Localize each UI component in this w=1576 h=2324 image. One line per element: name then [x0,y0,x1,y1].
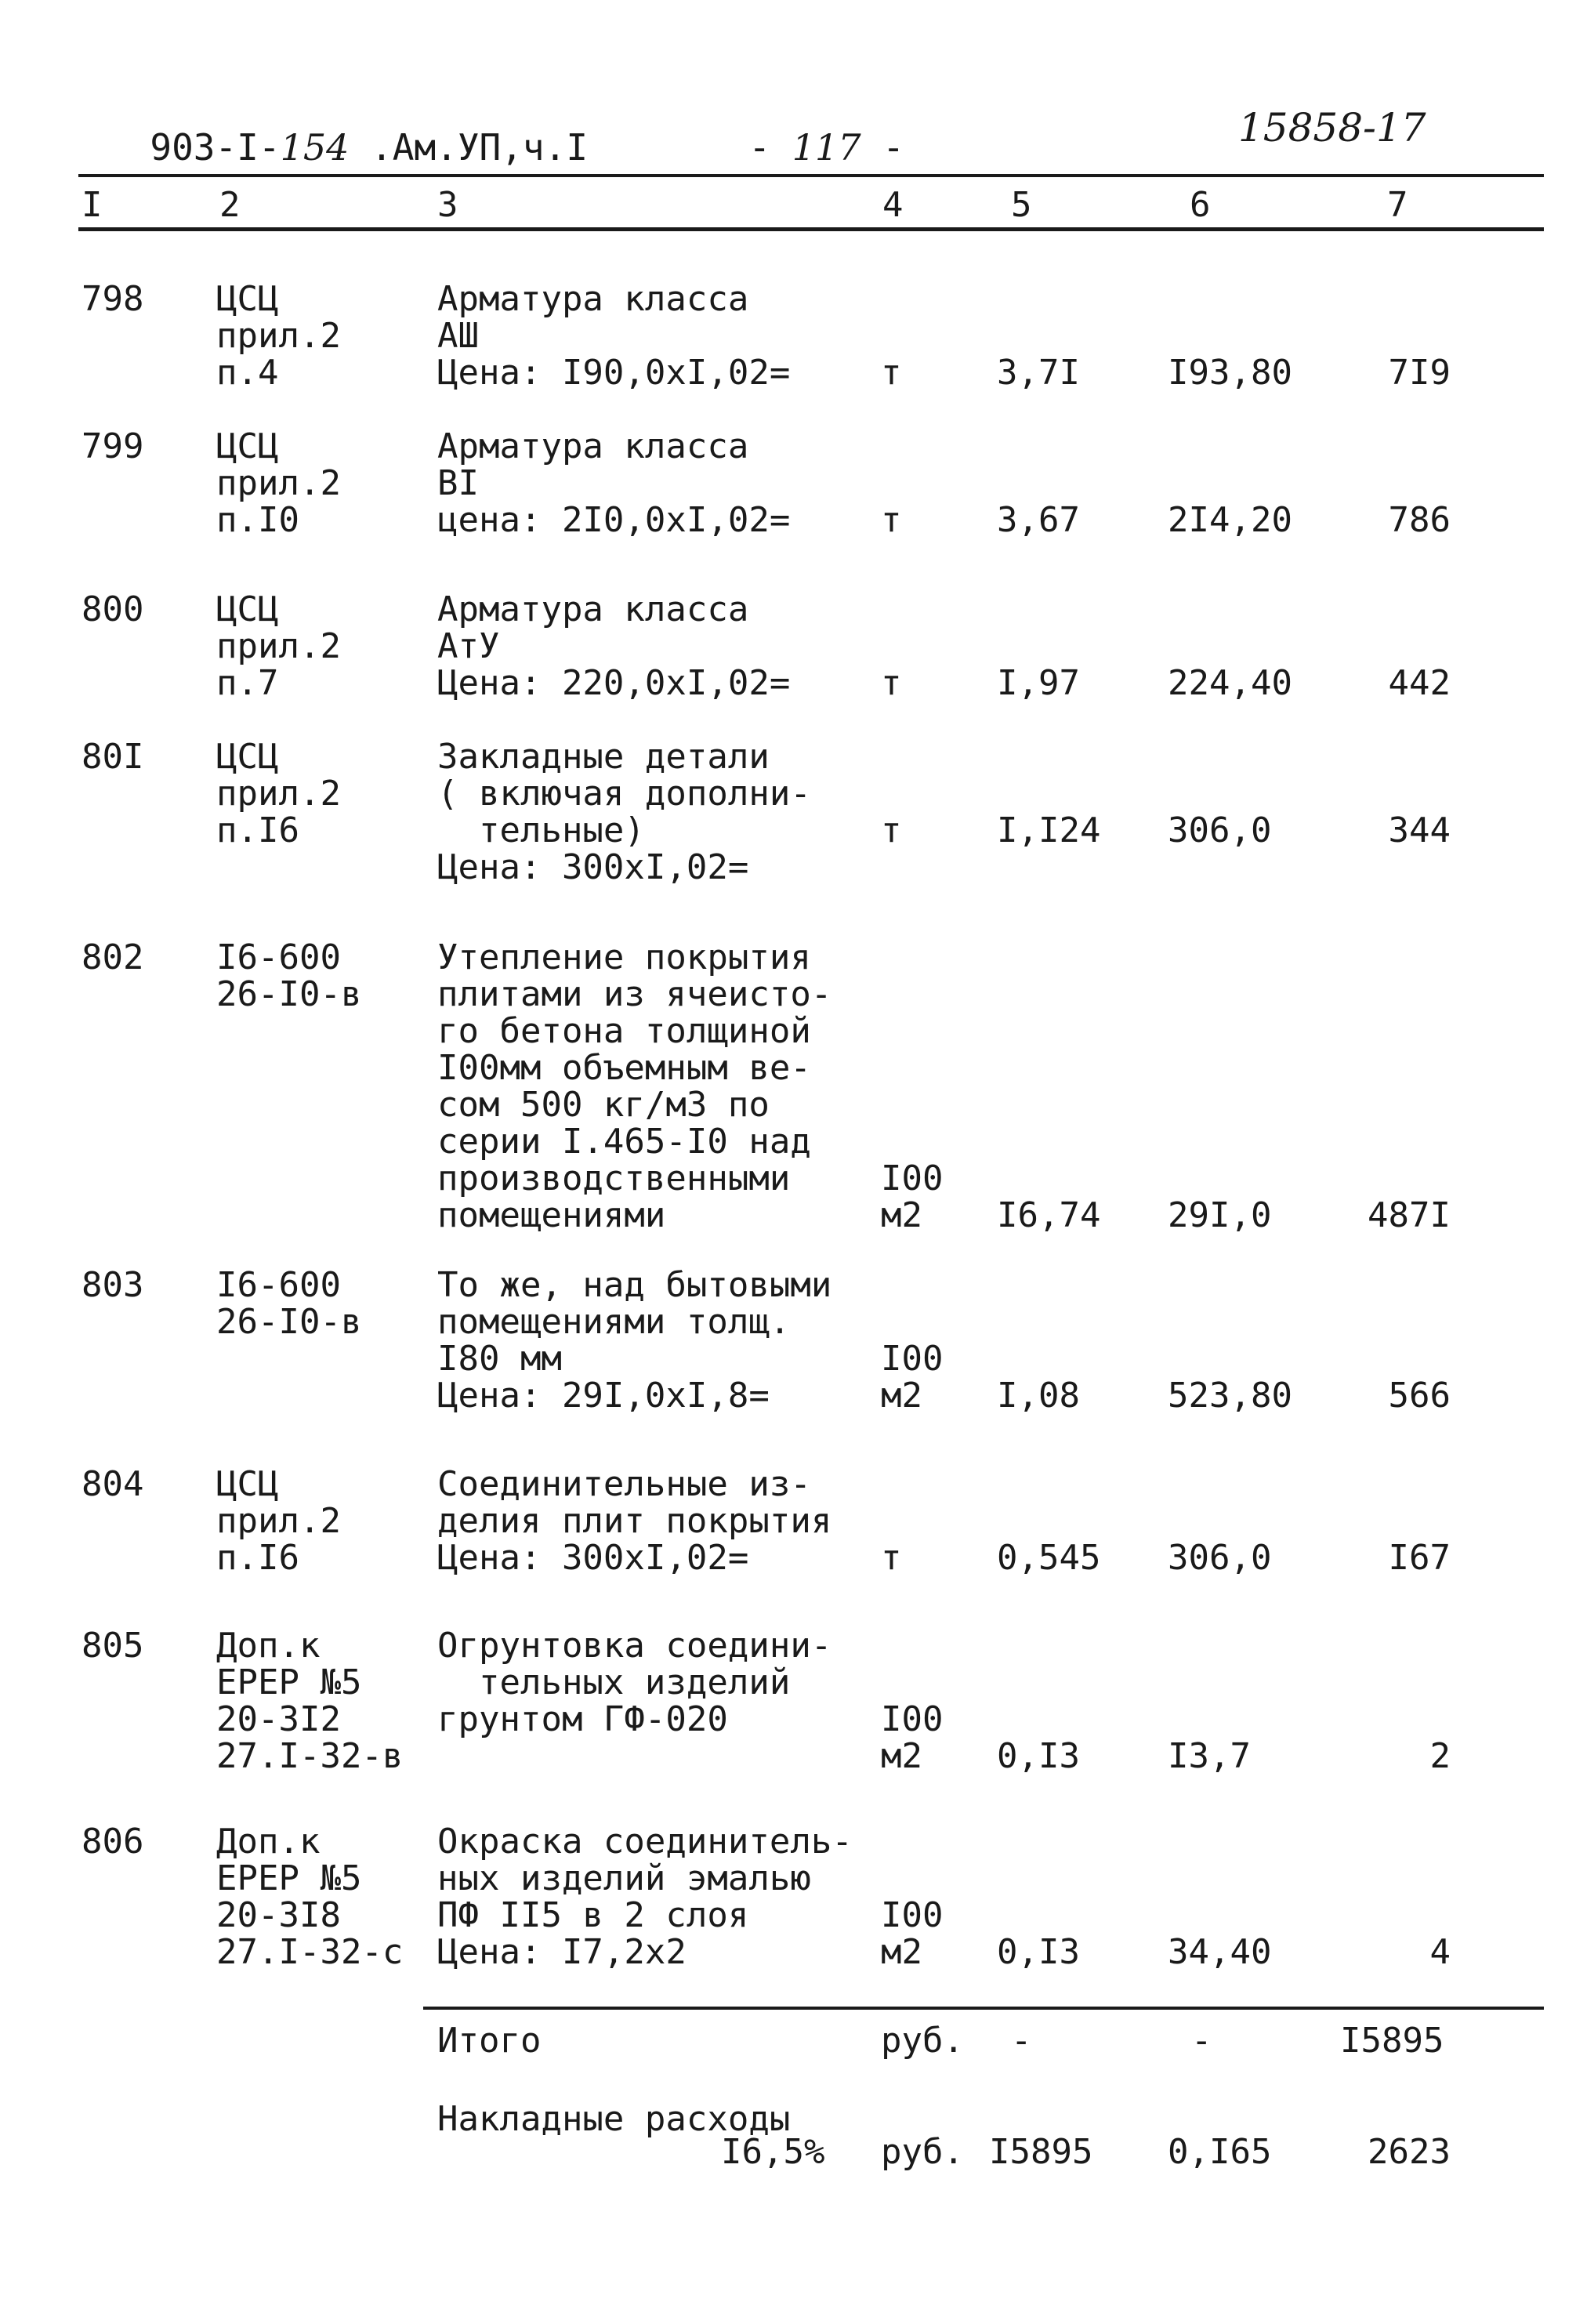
row-number: 802 [82,937,144,977]
row-number: 799 [82,426,144,466]
column-header-6: 6 [1190,185,1211,225]
row-total: 566 [1388,1376,1451,1416]
row-unit: т [881,1538,902,1578]
row-total: 786 [1388,500,1451,540]
row-description: Арматура класса АШ Цена: I90,0xI,02= [437,279,791,393]
total-unit: руб. [881,2021,964,2061]
row-quantity: 0,I3 [997,1932,1080,1972]
row-quantity: 0,545 [997,1538,1101,1578]
overhead-unit: руб. [881,2132,964,2172]
row-total: 4 [1429,1932,1451,1972]
row-price: 34,40 [1168,1932,1272,1972]
row-code: ЦСЦ прил.2 п.7 [216,589,341,703]
row-code: Доп.к ЕРЕР №5 20-3I8 27.I-32-с [216,1822,404,1972]
row-description: Арматура класса АтУ Цена: 220,0xI,02= [437,589,791,703]
document-code-suffix: .Ам.УП,ч.I [349,126,589,169]
row-number: 805 [82,1626,144,1666]
document-code-handwritten: 154 [280,126,350,169]
row-number: 803 [82,1265,144,1305]
row-unit: т [881,663,902,703]
header-rule-top [78,174,1544,177]
row-code: I6-600 26-I0-в [216,937,362,1014]
document-code [107,92,589,169]
column-header-5: 5 [1011,185,1032,225]
row-total: 2 [1429,1736,1451,1776]
overhead-rate: 0,I65 [1168,2132,1272,2172]
row-price: I3,7 [1168,1736,1251,1776]
page-number-prefix: - [748,126,792,169]
row-price: I93,80 [1168,353,1292,393]
row-price: 29I,0 [1168,1195,1272,1235]
row-price: 306,0 [1168,1538,1272,1578]
row-unit: I00 м2 [881,1699,944,1776]
column-header-7: 7 [1387,185,1408,225]
column-header-3: 3 [437,185,458,225]
document-code-prefix: 903-I- [150,126,281,169]
total-price: - [1191,2021,1212,2061]
row-quantity: 0,I3 [997,1736,1080,1776]
row-description: То же, над бытовыми помещениями толщ. I80 мм Цена: 29I,0xI,8= [437,1265,832,1416]
summary-rule [423,2007,1544,2010]
row-code: ЦСЦ прил.2 п.4 [216,279,341,393]
row-description: Соединительные из- делия плит покрытия Цена: 300xI,02= [437,1464,832,1578]
overhead-label: Накладные расходы [437,2099,791,2139]
row-total: 487I [1368,1195,1451,1235]
row-unit: I00 м2 [881,1339,944,1416]
row-unit: I00 м2 [881,1158,944,1235]
row-price: 224,40 [1168,663,1292,703]
row-number: 804 [82,1464,144,1504]
row-quantity: 3,67 [997,500,1080,540]
row-unit: т [881,353,902,393]
row-total: I67 [1388,1538,1451,1578]
row-price: 306,0 [1168,810,1272,850]
sheet-id: 15858-17 [1238,105,1426,150]
row-quantity: I6,74 [997,1195,1101,1235]
row-quantity: I,97 [997,663,1080,703]
overhead-percent: I6,5% [721,2132,825,2172]
header-rule-bottom [78,227,1544,231]
overhead-sum: 2623 [1368,2132,1451,2172]
row-price: 2I4,20 [1168,500,1292,540]
row-quantity: I,08 [997,1376,1080,1416]
row-code: ЦСЦ прил.2 п.I6 [216,1464,341,1578]
row-description: Арматура класса ВI цена: 2I0,0xI,02= [437,426,791,540]
row-price: 523,80 [1168,1376,1292,1416]
row-number: 800 [82,589,144,629]
row-quantity: I,I24 [997,810,1101,850]
page-number-suffix: - [860,126,904,169]
page-number-value: 117 [792,126,861,169]
row-total: 7I9 [1388,353,1451,393]
column-header-1: I [82,185,103,225]
row-number: 80I [82,737,144,777]
row-number: 806 [82,1822,144,1862]
row-description: Окраска соединитель- ных изделий эмалью ПФ II5 в 2 слоя Цена: I7,2x2 [437,1822,853,1972]
row-description: Закладные детали ( включая дополни- тельные) Цена: 300xI,02= [437,737,811,887]
column-header-2: 2 [219,185,241,225]
row-code: ЦСЦ прил.2 п.I0 [216,426,341,540]
row-unit: т [881,810,902,850]
overhead-base: I5895 [989,2132,1093,2172]
page-number [705,92,904,169]
row-total: 344 [1388,810,1451,850]
row-total: 442 [1388,663,1451,703]
row-code: Доп.к ЕРЕР №5 20-3I2 27.I-32-в [216,1626,404,1776]
column-header-4: 4 [882,185,904,225]
row-description: Утепление покрытия плитами из ячеисто- го бетона толщиной I00мм объемным ве- сом 500 кг/м3 по серии I.465-I0 над производственными помещениями [437,937,832,1235]
total-sum: I5895 [1340,2021,1444,2061]
row-unit: I00 м2 [881,1895,944,1972]
row-unit: т [881,500,902,540]
total-label: Итого [437,2021,542,2061]
row-code: I6-600 26-I0-в [216,1265,362,1342]
row-number: 798 [82,279,144,319]
total-quantity: - [1011,2021,1032,2061]
row-code: ЦСЦ прил.2 п.I6 [216,737,341,850]
row-quantity: 3,7I [997,353,1080,393]
row-description: Огрунтовка соедини- тельных изделий грунтом ГФ-020 [437,1626,832,1739]
